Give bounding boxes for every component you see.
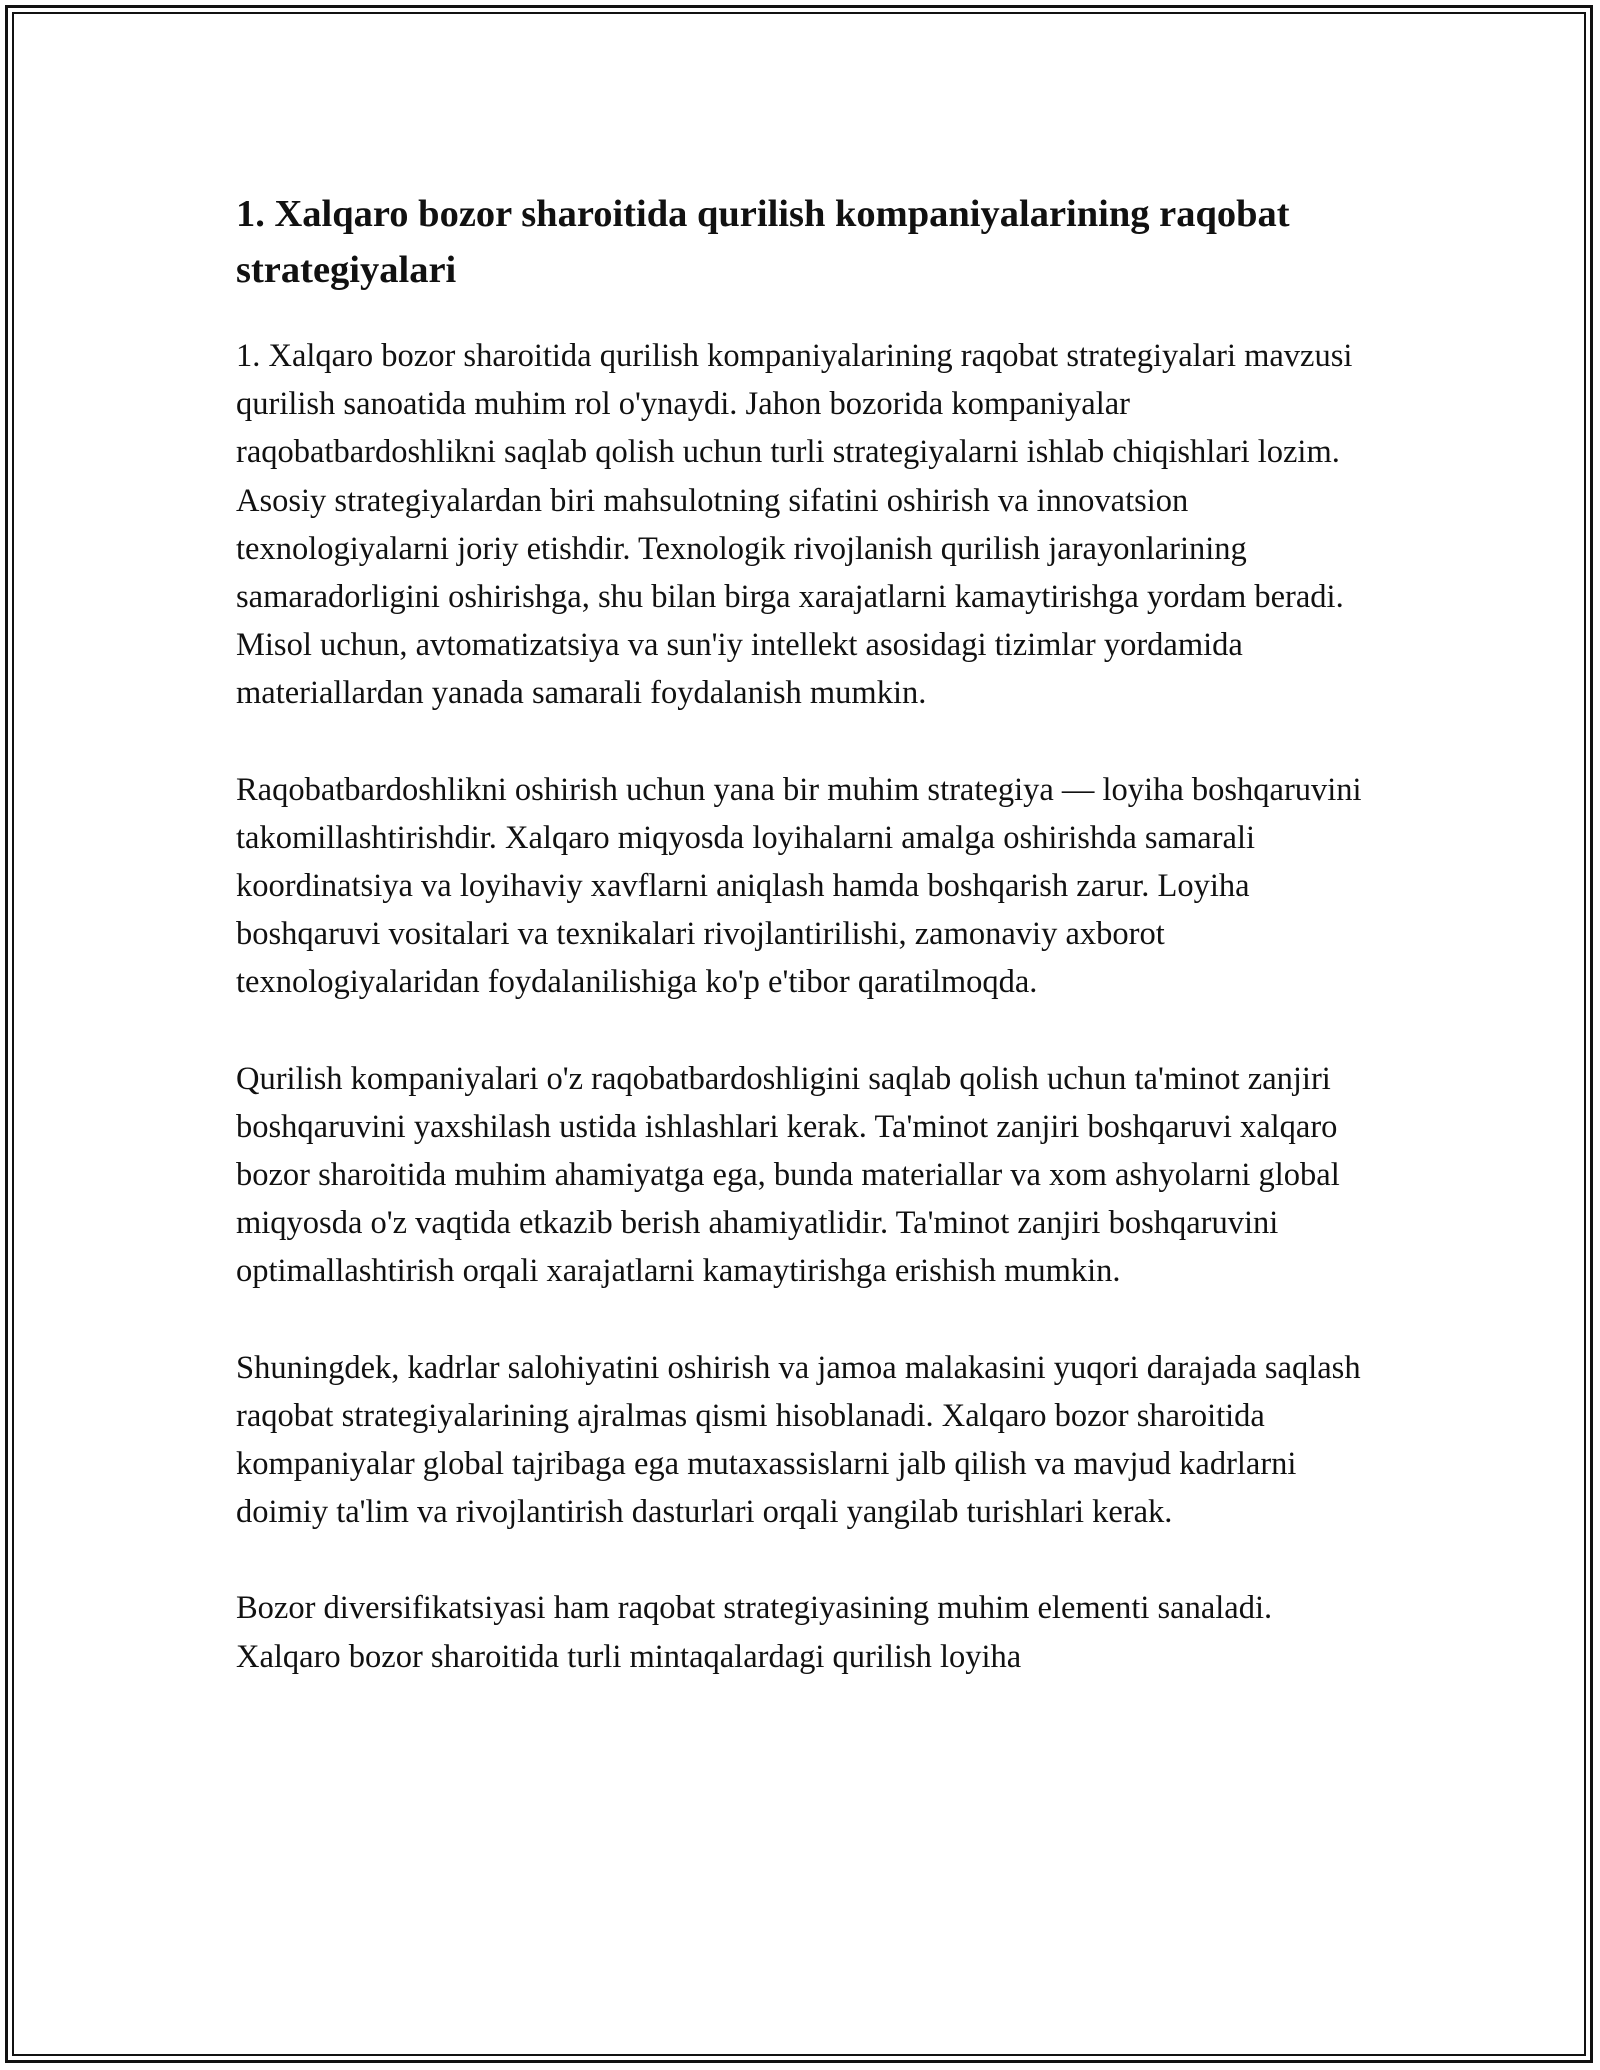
paragraph-diversification: Bozor diversifikatsiyasi ham raqobat strategiyasining muhim elementi sanaladi. Xalqaro bozor sharoitida turli mintaqalardagi qurilish loyiha xyxy=(236,1590,1273,1675)
paragraph-personnel: Shuningdek, kadrlar salohiyatini oshirish va jamoa malakasini yuqori darajada saqlash raqobat strategiyalarining ajralmas qismi hisoblanadi. Xalqaro bozor sharoitida kompaniyalar global tajribaga ega mutaxassislarni jalb qilish va mavjud kadrlarni doimiy ta'lim va rivojlantirish dasturlari orqali yangilab turishlari kerak. xyxy=(236,1349,1361,1531)
paragraph-supply-chain: Qurilish kompaniyalari o'z raqobatbardoshligini saqlab qolish uchun ta'minot zanjiri boshqaruvini yaxshilash ustida ishlashlari kerak. Ta'minot zanjiri boshqaruvi xalqaro bozor sharoitida muhim ahamiyatga ega, bunda materiallar va xom ashyolarni global miqyosda o'z vaqtida etkazib berish ahamiyatlidir. Ta'minot zanjiri boshqaruvini optimallashtirish orqali xarajatlarni kamaytirishga erishish mumkin. xyxy=(236,1060,1340,1290)
document-body xyxy=(236,186,1376,1729)
paragraph-project-management: Raqobatbardoshlikni oshirish uchun yana bir muhim strategiya — loyiha boshqaruvini takomillashtirishdir. Xalqaro miqyosda loyihalarni amalga oshirishda samarali koordinatsiya va loyihaviy xavflarni aniqlash hamda boshqarish zarur. Loyiha boshqaruvi vositalari va texnikalari rivojlantirilishi, zamonaviy axborot texnologiyalaridan foydalanilishiga ko'p e'tibor qaratilmoqda. xyxy=(236,771,1362,1001)
document-title: 1. Xalqaro bozor sharoitida qurilish kompaniyalarining raqobat strategiyalari xyxy=(236,193,1290,291)
paragraph-intro: 1. Xalqaro bozor sharoitida qurilish kompaniyalarining raqobat strategiyalari mavzusi qurilish sanoatida muhim rol o'ynaydi. Jahon bozorida kompaniyalar raqobatbardoshlikni saqlab qolish uchun turli strategiyalarni ishlab chiqishlari lozim. Asosiy strategiyalardan biri mahsulotning sifatini oshirish va innovatsion texnologiyalarni joriy etishdir. Texnologik rivojlanish qurilish jarayonlarining samaradorligini oshirishga, shu bilan birga xarajatlarni kamaytirishga yordam beradi. Misol uchun, avtomatizatsiya va sun'iy intellekt asosidagi tizimlar yordamida materiallardan yanada samarali foydalanish mumkin. xyxy=(236,338,1353,712)
